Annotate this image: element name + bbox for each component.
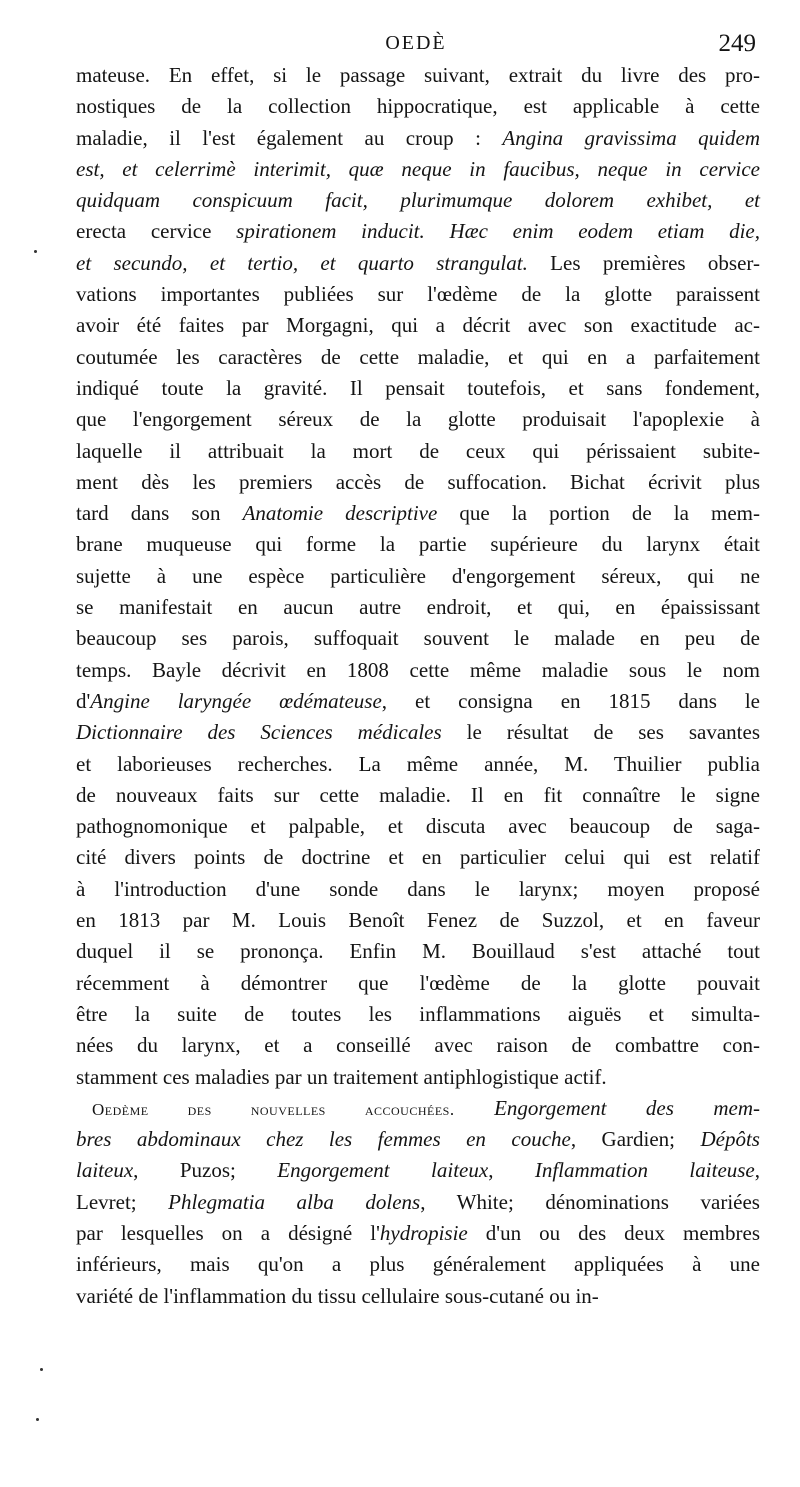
text-line: [76, 185, 760, 216]
text-line: [76, 999, 760, 1030]
text-line: [76, 60, 760, 91]
text-run: duquel il se prononça. Enfin M. Bouillaud s'est attaché tout: [76, 939, 760, 964]
text-run: beaucoup ses parois, suffoquait souvent le malade en peu de: [76, 626, 760, 651]
text-run: le résultat de ses savantes: [441, 720, 761, 745]
text-line: [76, 1155, 760, 1186]
text-run: ment dès les premiers accès de suffocation. Bichat écrivit plus: [76, 469, 760, 494]
text-run: que la portion de la mem-: [437, 501, 760, 526]
italic-text: Phlegmatia alba dolens: [168, 1189, 421, 1214]
small-caps-heading: Oedème des nouvelles accouchées.: [92, 1099, 455, 1119]
italic-text: hydropisie: [379, 1220, 468, 1245]
text-line: [76, 1093, 760, 1124]
text-line: [76, 717, 760, 748]
text-line: [76, 780, 760, 811]
italic-text: Dictionnaire des Sciences médicales: [76, 720, 442, 745]
text-line: [76, 592, 760, 623]
text-run: être la suite de toutes les inflammations aiguës et simulta-: [76, 1001, 760, 1026]
text-line: [76, 749, 760, 780]
text-line: [76, 467, 760, 498]
text-line: [76, 248, 760, 279]
italic-text: bres abdominaux chez les femmes en couche: [76, 1127, 571, 1152]
text-line: [76, 342, 760, 373]
text-line: [76, 498, 760, 529]
italic-text: est, et celerrimè interimit, quæ neque in faucibus, neque in cervice: [76, 156, 760, 181]
text-line: [76, 216, 760, 247]
margin-speck: [36, 1418, 39, 1421]
text-line: [76, 623, 760, 654]
text-line: [76, 874, 760, 905]
text-run: variété de l'inflammation du tissu cellulaire sous-cutané ou in-: [76, 1283, 599, 1308]
running-head: [76, 24, 756, 60]
text-line: [76, 561, 760, 592]
text-run: inférieurs, mais qu'on a plus généralement appliquées à une: [76, 1252, 760, 1277]
italic-text: Engorgement laiteux: [277, 1158, 489, 1183]
text-run: , Gardien;: [570, 1127, 701, 1152]
text-run: ,: [754, 1158, 761, 1183]
text-line: [76, 936, 760, 967]
text-run: Levret;: [76, 1189, 169, 1214]
text-run: et laborieuses recherches. La même année, M. Thuilier publia: [76, 751, 760, 776]
text-line: [76, 811, 760, 842]
text-run: vations importantes publiées sur l'œdème de la glotte paraissent: [76, 282, 760, 307]
text-run: mateuse. En effet, si le passage suivant, extrait du livre des pro-: [76, 63, 760, 87]
text-line: [76, 1124, 760, 1155]
text-run: , White; dénominations variées: [420, 1189, 760, 1214]
text-run: que l'engorgement séreux de la glotte produisait l'apoplexie à: [76, 407, 760, 432]
italic-text: Angine laryngée œdémateuse: [90, 688, 382, 713]
text-run: pathognomonique et palpable, et discuta avec beaucoup de saga-: [76, 814, 760, 839]
text-line: [76, 842, 760, 873]
text-run: brane muqueuse qui forme la partie supérieure du larynx était: [76, 532, 760, 557]
margin-speck: [34, 250, 37, 253]
text-run: cité divers points de doctrine et en particulier celui qui est relatif: [76, 845, 760, 870]
italic-text: Inflammation laiteuse: [534, 1158, 755, 1183]
text-run: , et consigna en 1815 dans le: [381, 688, 761, 713]
text-line: [76, 1062, 760, 1093]
italic-text: Angina gravissima quidem: [502, 125, 761, 150]
italic-text: Dépôts: [700, 1127, 760, 1152]
text-run: nées du larynx, et a conseillé avec raison de combattre con-: [76, 1033, 760, 1058]
page-number: 249: [718, 30, 756, 57]
text-run: erecta cervice: [76, 219, 237, 244]
text-run: sujette à une espèce particulière d'engorgement séreux, qui ne: [76, 563, 760, 588]
text-run: tard dans son: [76, 501, 243, 526]
text-run: coutumée les caractères de cette maladie, et qui en a parfaitement: [76, 344, 760, 369]
text-run: Les premières obser-: [527, 250, 760, 275]
text-line: [76, 310, 760, 341]
margin-speck: [40, 1368, 43, 1371]
text-run: par lesquelles on a désigné l': [76, 1220, 380, 1245]
text-line: [76, 968, 760, 999]
text-run: en 1813 par M. Louis Benoît Fenez de Suzzol, et en faveur: [76, 908, 760, 933]
text-line: [76, 91, 760, 122]
text-line: [76, 1187, 760, 1218]
text-line: [76, 154, 760, 185]
italic-text: laiteux: [76, 1158, 134, 1183]
text-line: [76, 1030, 760, 1061]
italic-text: Engorgement des mem-: [494, 1095, 760, 1120]
text-line: [76, 123, 760, 154]
text-line: [76, 1249, 760, 1280]
text-line: [76, 373, 760, 404]
text-line: [76, 279, 760, 310]
italic-text: et secundo, et tertio, et quarto strangulat.: [76, 250, 528, 275]
text-run: [455, 1096, 494, 1120]
text-run: nostiques de la collection hippocratique, est applicable à cette: [76, 94, 760, 119]
text-line: [76, 404, 760, 435]
text-run: d'un ou des deux membres: [467, 1220, 760, 1245]
text-line: [76, 1281, 760, 1312]
text-run: , Puzos;: [133, 1158, 278, 1183]
text-line: [76, 1218, 760, 1249]
text-run: stamment ces maladies par un traitement antiphlogistique actif.: [76, 1064, 607, 1089]
italic-text: Anatomie descriptive: [242, 501, 438, 526]
text-run: à l'introduction d'une sonde dans le larynx; moyen proposé: [76, 876, 760, 901]
italic-text: quidquam conspicuum facit, plurimumque dolorem exhibet, et: [76, 188, 760, 213]
text-run: récemment à démontrer que l'œdème de la glotte pouvait: [76, 970, 760, 995]
body-text: [76, 60, 760, 1312]
text-run: de nouveaux faits sur cette maladie. Il en fit connaître le signe: [76, 782, 760, 807]
text-run: d': [76, 688, 91, 713]
text-run: ,: [488, 1158, 535, 1183]
italic-text: spirationem inducit. Hæc enim eodem etiam die,: [236, 219, 760, 244]
text-line: [76, 655, 760, 686]
text-run: indiqué toute la gravité. Il pensait toutefois, et sans fondement,: [76, 375, 760, 400]
text-run: se manifestait en aucun autre endroit, et qui, en épaississant: [76, 595, 760, 620]
running-title: OEDÈ: [385, 32, 447, 54]
text-run: temps. Bayle décrivit en 1808 cette même maladie sous le nom: [76, 657, 760, 682]
text-line: [76, 529, 760, 560]
text-run: avoir été faites par Morgagni, qui a décrit avec son exactitude ac-: [76, 313, 760, 338]
text-line: [76, 905, 760, 936]
text-run: maladie, il l'est également au croup :: [76, 125, 503, 150]
text-run: laquelle il attribuait la mort de ceux qui périssaient subite-: [76, 438, 760, 463]
text-line: [76, 436, 760, 467]
text-line: [76, 686, 760, 717]
